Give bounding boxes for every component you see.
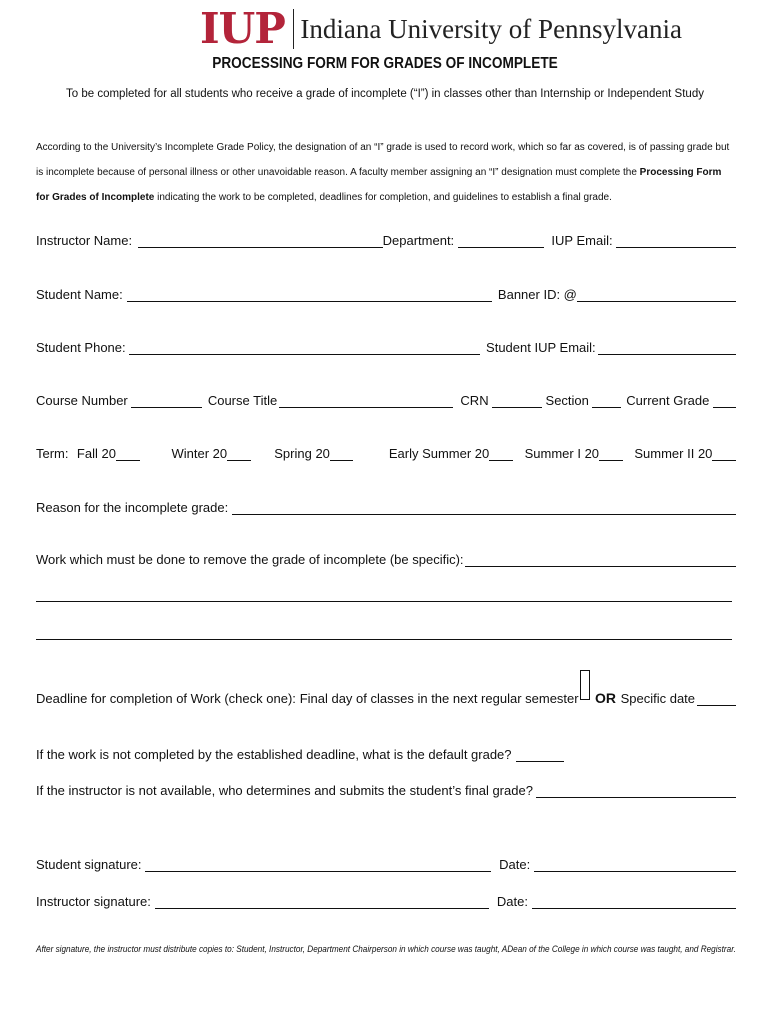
banner-id-field[interactable] [577, 287, 736, 302]
summer-2-year-field[interactable] [712, 446, 736, 461]
instructor-signature-row [36, 889, 736, 909]
winter-label: Winter 20 [171, 446, 228, 461]
iup-email-label: IUP Email: [551, 233, 613, 248]
banner-id-label: Banner ID: @ [497, 287, 577, 302]
distribution-footnote: After signature, the instructor must distribute copies to: Student, Instructor, Department Chairperson in which course was taught, ADean of the College in which course was taught, and Registrar. [36, 944, 736, 955]
form-title: PROCESSING FORM FOR GRADES OF INCOMPLETE [212, 55, 558, 72]
default-grade-label: If the work is not completed by the established deadline, what is the default grade? [36, 747, 512, 762]
student-iup-email-label: Student IUP Email: [486, 340, 596, 355]
who-determines-row [36, 778, 736, 798]
specific-date-field[interactable] [697, 691, 736, 706]
instructor-signature-field[interactable] [155, 894, 489, 909]
intro-text-bold: Processing Form for Grades of Incomplete [36, 167, 722, 203]
course-title-label: Course Title [207, 393, 278, 408]
work-label: Work which must be done to remove the grade of incomplete (be specific): [36, 552, 464, 567]
instructor-name-label: Instructor Name: [36, 233, 133, 248]
crn-field[interactable] [492, 393, 542, 408]
student-phone-field[interactable] [129, 340, 480, 355]
work-field[interactable] [465, 552, 736, 567]
student-row [36, 282, 736, 302]
deadline-row [36, 686, 736, 706]
iup-email-field[interactable] [616, 233, 736, 248]
course-number-label: Course Number [36, 393, 128, 408]
student-signature-field[interactable] [145, 857, 491, 872]
department-field[interactable] [458, 233, 544, 248]
instructor-signature-label: Instructor signature: [36, 894, 151, 909]
who-determines-label: If the instructor is not available, who determines and submits the student’s final grade? [36, 783, 533, 798]
fall-label: Fall 20 [76, 446, 116, 461]
course-row [36, 388, 736, 408]
early-summer-year-field[interactable] [489, 446, 513, 461]
term-label: Term: [36, 446, 69, 461]
who-determines-field[interactable] [536, 783, 736, 798]
student-signature-row [36, 852, 736, 872]
course-number-field[interactable] [131, 393, 202, 408]
early-summer-label: Early Summer 20 [388, 446, 490, 461]
current-grade-field[interactable] [713, 393, 736, 408]
term-row [36, 441, 736, 461]
logo-letters: IUP [200, 4, 285, 53]
work-row [36, 547, 736, 567]
reason-label: Reason for the incomplete grade: [36, 500, 229, 515]
default-grade-field[interactable] [516, 747, 564, 762]
work-field-line-3[interactable] [36, 639, 732, 640]
final-day-label: Final day of classes in the next regular semester [299, 691, 579, 706]
section-field[interactable] [592, 393, 620, 408]
intro-paragraph [36, 135, 736, 210]
date-label-1: Date: [499, 857, 531, 872]
student-date-field[interactable] [534, 857, 736, 872]
crn-label: CRN [460, 393, 489, 408]
student-signature-label: Student signature: [36, 857, 142, 872]
reason-row [36, 495, 736, 515]
fall-year-field[interactable] [116, 446, 140, 461]
reason-field[interactable] [232, 500, 736, 515]
work-field-line-2[interactable] [36, 601, 732, 602]
iup-logo [200, 6, 682, 52]
section-label: Section [545, 393, 589, 408]
default-grade-row [36, 742, 736, 762]
instructor-row [36, 228, 736, 248]
intro-text-before: According to the University’s Incomplete Grade Policy, the designation of an “I” grade is used to record work, which so far as covered, is of passing grade but is incomplete because of personal illness or other unavoidable reason. A faculty member assigning an “I” designation must complete the [36, 142, 730, 178]
summer-1-year-field[interactable] [599, 446, 623, 461]
student-name-field[interactable] [127, 287, 492, 302]
final-day-checkbox[interactable] [580, 670, 590, 700]
phone-row [36, 335, 736, 355]
spring-year-field[interactable] [330, 446, 354, 461]
department-label: Department: [382, 233, 455, 248]
summer-1-label: Summer I 20 [524, 446, 600, 461]
date-label-2: Date: [496, 894, 528, 909]
student-name-label: Student Name: [36, 287, 123, 302]
intro-text-after: indicating the work to be completed, deadlines for completion, and guidelines to establish a final grade. [154, 192, 612, 203]
current-grade-label: Current Grade [626, 393, 710, 408]
student-iup-email-field[interactable] [598, 340, 736, 355]
form-subtitle: To be completed for all students who receive a grade of incomplete (“I”) in classes other than Internship or Independent Study [66, 88, 704, 100]
logo-divider [293, 9, 295, 49]
specific-date-label: Specific date [620, 691, 696, 706]
university-name: Indiana University of Pennsylvania [300, 14, 683, 44]
student-phone-label: Student Phone: [36, 340, 126, 355]
spring-label: Spring 20 [274, 446, 330, 461]
deadline-label: Deadline for completion of Work (check one): [36, 691, 296, 706]
summer-2-label: Summer II 20 [634, 446, 713, 461]
winter-year-field[interactable] [227, 446, 251, 461]
instructor-date-field[interactable] [532, 894, 736, 909]
instructor-name-field[interactable] [138, 233, 383, 248]
or-label: OR [595, 690, 617, 706]
course-title-field[interactable] [279, 393, 453, 408]
